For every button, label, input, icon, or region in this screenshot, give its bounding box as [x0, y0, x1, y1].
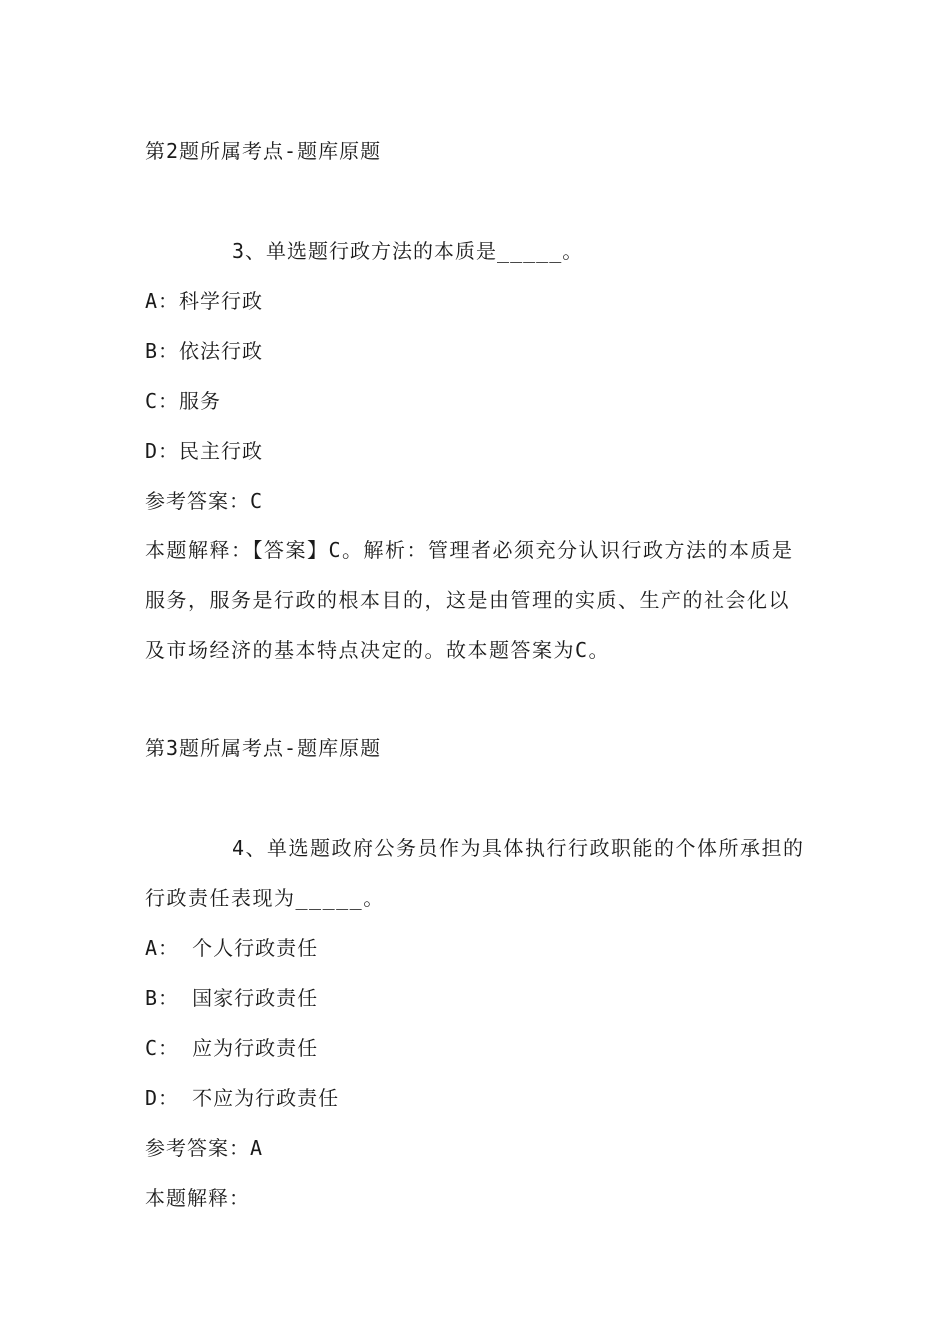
question-3-option-b: B：依法行政	[145, 339, 264, 363]
question-4-explanation: 本题解释：	[145, 1186, 250, 1210]
question-3-text: 3、单选题行政方法的本质是_____。	[232, 239, 584, 263]
question-3-explanation: 本题解释：【答案】C。解析：管理者必须充分认识行政方法的本质是服务，服务是行政的根本目的，这是由管理的实质、生产的社会化以及市场经济的基本特点决定的。故本题答案为C。	[145, 538, 794, 662]
category-heading-3: 第3题所属考点-题库原题	[145, 736, 382, 760]
question-4-option-a: A： 个人行政责任	[145, 936, 319, 960]
question-4-option-c: C： 应为行政责任	[145, 1036, 319, 1060]
question-4-option-b: B： 国家行政责任	[145, 986, 319, 1010]
question-3-answer: 参考答案：C	[145, 489, 264, 513]
category-heading-2: 第2题所属考点-题库原题	[145, 139, 382, 163]
question-4-option-d: D： 不应为行政责任	[145, 1086, 340, 1110]
question-4-answer: 参考答案：A	[145, 1136, 264, 1160]
question-3-option-a: A：科学行政	[145, 289, 264, 313]
question-3-option-d: D：民主行政	[145, 439, 264, 463]
question-3-option-c: C：服务	[145, 389, 222, 413]
question-4-text: 4、单选题政府公务员作为具体执行行政职能的个体所承担的行政责任表现为_____。	[145, 836, 805, 910]
